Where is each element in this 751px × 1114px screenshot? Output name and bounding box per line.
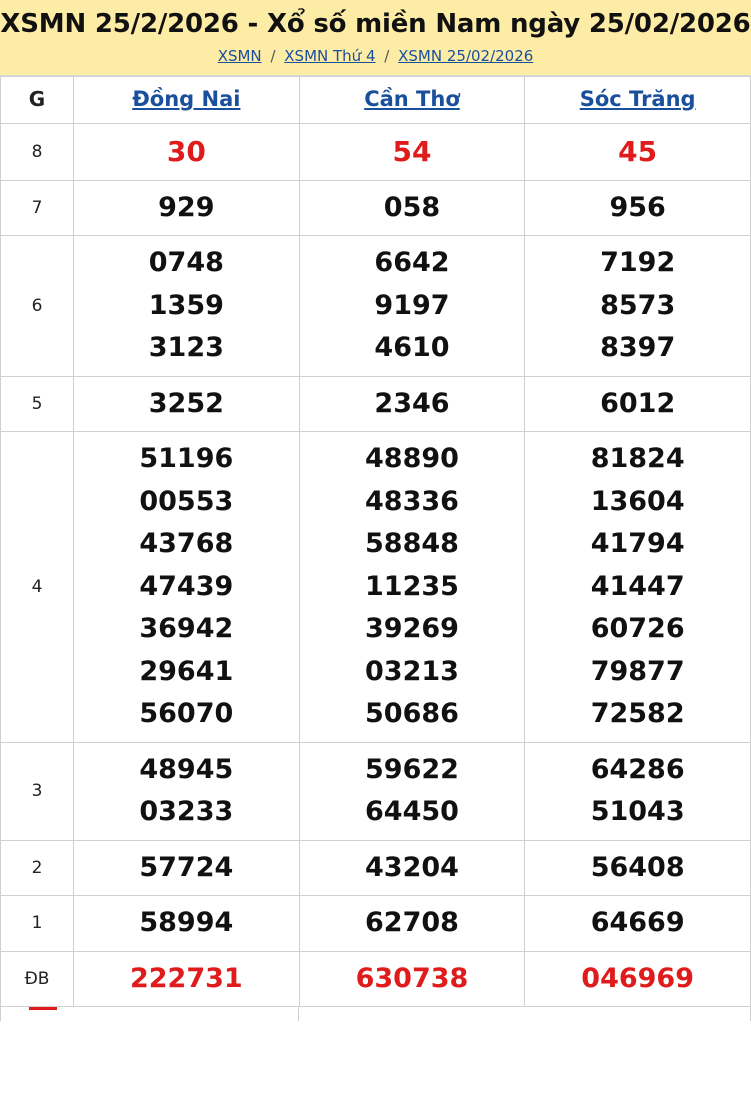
prize-numbers-cell (74, 180, 300, 236)
prize-number: 51196 (139, 443, 234, 474)
province-link-dong-nai[interactable]: Đồng Nai (132, 86, 241, 111)
prize-numbers-cell (74, 123, 300, 180)
prize-number: 9197 (374, 289, 450, 321)
prize-numbers-cell (299, 840, 525, 896)
prize-number: 7192 (600, 247, 676, 278)
prize-numbers-cell (525, 180, 751, 236)
prize-number: 222731 (129, 962, 243, 994)
prize-number: 79877 (590, 655, 685, 687)
prize-numbers-cell (74, 840, 300, 896)
prize-number: 29641 (139, 655, 234, 687)
prize-number: 956 (609, 191, 666, 223)
prize-number: 43204 (365, 851, 459, 883)
prize-number: 57724 (139, 851, 234, 883)
prize-number: 45 (618, 134, 658, 168)
breadcrumb-item-xsmn[interactable]: XSMN (217, 46, 262, 65)
prize-number: 0748 (148, 247, 224, 278)
prize-number: 72582 (590, 698, 685, 729)
prize-numbers-cell (525, 376, 751, 432)
column-header-province-3 (525, 76, 751, 123)
prize-number: 3123 (148, 332, 224, 363)
prize-number: 48945 (139, 753, 234, 785)
province-link-soc-trang[interactable]: Sóc Trăng (579, 86, 696, 111)
prize-number: 6642 (374, 247, 450, 278)
prize-label: 7 (1, 180, 74, 236)
prize-numbers-cell (525, 840, 751, 896)
prize-numbers-cell (525, 432, 751, 743)
prize-number: 11235 (365, 570, 459, 602)
table-row (1, 376, 751, 432)
breadcrumb-separator: / (384, 46, 390, 65)
prize-numbers-cell (525, 896, 751, 952)
prize-number: 48336 (365, 485, 459, 517)
prize-numbers-cell (299, 180, 525, 236)
prize-numbers-cell (299, 951, 525, 1007)
prize-number: 60726 (590, 613, 685, 644)
table-row (1, 840, 751, 896)
table-row (1, 236, 751, 377)
prize-number: 58994 (139, 907, 234, 938)
prize-number: 630738 (355, 962, 469, 994)
prize-numbers-cell (299, 896, 525, 952)
table-header-row (1, 76, 751, 123)
prize-number: 39269 (365, 613, 459, 644)
prize-number: 03233 (139, 796, 234, 827)
red-tick-marker (29, 1007, 57, 1010)
prize-number: 8397 (600, 332, 676, 363)
prize-number: 30 (166, 134, 206, 168)
prize-number: 41447 (590, 570, 685, 602)
prize-number: 929 (158, 191, 215, 223)
prize-number: 3252 (148, 387, 224, 419)
prize-number: 54 (392, 134, 432, 168)
table-row (1, 742, 751, 840)
prize-number: 81824 (590, 443, 685, 474)
prize-number: 59622 (365, 753, 459, 785)
prize-numbers-cell (74, 432, 300, 743)
column-divider (298, 1007, 299, 1021)
prize-number: 8573 (600, 289, 676, 321)
prize-numbers-cell (74, 376, 300, 432)
breadcrumb (0, 47, 751, 65)
prize-number: 058 (383, 191, 441, 223)
table-head (1, 76, 751, 123)
prize-numbers-cell (525, 236, 751, 377)
column-header-prize: G (1, 76, 74, 123)
prize-numbers-cell (74, 951, 300, 1007)
prize-number: 47439 (139, 570, 234, 602)
prize-label: 2 (1, 840, 74, 896)
results-table (0, 76, 751, 1008)
prize-number: 2346 (374, 387, 450, 419)
prize-numbers-cell (299, 376, 525, 432)
prize-number: 4610 (374, 332, 450, 363)
prize-number: 56070 (139, 698, 234, 729)
prize-number: 64450 (365, 796, 459, 827)
prize-number: 64669 (590, 907, 685, 938)
table-row (1, 896, 751, 952)
prize-label: 1 (1, 896, 74, 952)
table-row (1, 432, 751, 743)
prize-numbers-cell (299, 123, 525, 180)
prize-number: 36942 (139, 613, 234, 644)
prize-numbers-cell (299, 236, 525, 377)
page-title: XSMN 25/2/2026 - Xổ số miền Nam ngày 25/02/2026 (0, 9, 751, 39)
prize-label: 5 (1, 376, 74, 432)
prize-number: 48890 (365, 443, 459, 474)
prize-number: 6012 (600, 387, 676, 419)
prize-number: 046969 (581, 962, 695, 994)
page-header (0, 0, 751, 76)
column-header-province-1 (74, 76, 300, 123)
breadcrumb-item-date[interactable]: XSMN 25/02/2026 (398, 46, 534, 65)
prize-number: 58848 (365, 528, 459, 559)
breadcrumb-separator: / (270, 46, 276, 65)
prize-number: 41794 (590, 528, 685, 559)
table-row (1, 951, 751, 1007)
table-row (1, 180, 751, 236)
prize-number: 50686 (365, 698, 459, 729)
prize-numbers-cell (74, 236, 300, 377)
province-link-can-tho[interactable]: Cần Thơ (364, 86, 460, 111)
prize-number: 13604 (590, 485, 685, 517)
prize-label: 6 (1, 236, 74, 377)
prize-numbers-cell (525, 951, 751, 1007)
prize-label: 3 (1, 742, 74, 840)
column-header-province-2 (299, 76, 525, 123)
prize-numbers-cell (525, 123, 751, 180)
prize-number: 1359 (148, 289, 224, 321)
prize-number: 00553 (139, 485, 234, 517)
prize-label: ĐB (1, 951, 74, 1007)
prize-number: 43768 (139, 528, 234, 559)
table-row (1, 123, 751, 180)
prize-number: 03213 (365, 655, 459, 687)
prize-number: 51043 (590, 796, 685, 827)
table-bottom-strip (0, 1007, 751, 1021)
prize-numbers-cell (525, 742, 751, 840)
prize-number: 64286 (590, 753, 685, 785)
table-body (1, 123, 751, 1007)
prize-numbers-cell (74, 742, 300, 840)
prize-label: 4 (1, 432, 74, 743)
prize-numbers-cell (74, 896, 300, 952)
prize-number: 62708 (365, 907, 459, 938)
prize-number: 56408 (590, 851, 685, 883)
prize-numbers-cell (299, 432, 525, 743)
prize-label: 8 (1, 123, 74, 180)
breadcrumb-item-xsmn-thu-4[interactable]: XSMN Thứ 4 (284, 46, 376, 65)
prize-numbers-cell (299, 742, 525, 840)
